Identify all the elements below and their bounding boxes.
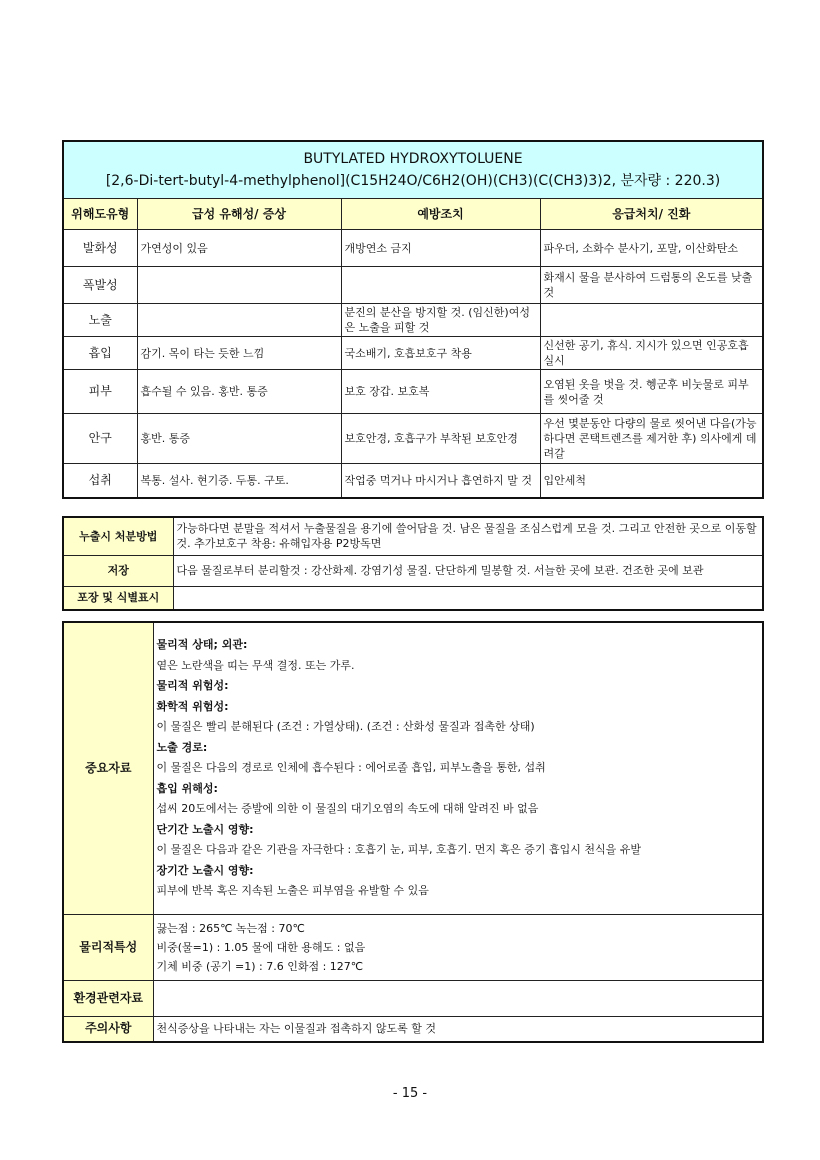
table-row [63, 414, 763, 464]
chemical-title-cell [63, 141, 763, 199]
hazard-table [62, 140, 764, 499]
row-type: 발화성 [63, 230, 137, 267]
header-prevention: 예방조치 [341, 199, 540, 230]
list-item: 비중(물=1) : 1.05 물에 대한 용해도 : 없음 [156, 940, 366, 954]
list-item: 피부에 반복 혹은 지속된 노출은 피부염을 유발할 수 있음 [156, 884, 429, 897]
storage-value: 다음 물질로부터 분리할것 : 강산화제. 강염기성 물질. 단단하게 밀봉할 것. 서늘한 곳에 보관. 건조한 곳에 보관 [173, 555, 763, 586]
table-row [63, 304, 763, 337]
row-type: 섭취 [63, 464, 137, 498]
list-item: 옅은 노란색을 띠는 무색 결정. 또는 가루. [156, 658, 355, 672]
list-item: 물리적 상태; 외관: [156, 638, 248, 651]
important-data-content [153, 622, 763, 914]
list-item: 노출 경로: [156, 740, 208, 754]
row-acute [137, 304, 341, 337]
page-number: - 15 - [392, 1086, 428, 1101]
caution-label: 주의사항 [63, 1016, 153, 1042]
table-row [63, 370, 763, 414]
table-row [63, 464, 763, 498]
row-firstaid: 오염된 옷을 벗을 것. 헹군후 비눗물로 피부를 씻어줄 것 [540, 370, 763, 414]
chemical-formula: [2,6-Di-tert-butyl-4-methylphenol](C15H24O/C6H2(OH)(CH3)(C(CH3)3)2, 분자량 : 220.3) [105, 173, 721, 189]
table-row [63, 555, 763, 586]
list-item: 흡입 위해성: [156, 781, 218, 795]
table-row [63, 517, 763, 555]
row-acute: 가연성이 있음 [137, 230, 341, 267]
row-acute: 복통. 설사. 현기증. 두통. 구토. [137, 464, 341, 498]
row-type: 피부 [63, 370, 137, 414]
row-firstaid: 화재시 물을 분사하여 드럼통의 온도를 낮출 것 [540, 267, 763, 304]
list-item: 이 물질은 다음의 경로로 인체에 흡수된다 : 에어로졸 흡입, 피부노출을 통한, 섭취 [156, 761, 546, 774]
header-first-aid: 응급처치/ 진화 [540, 199, 763, 230]
physical-properties-label: 물리적특성 [63, 914, 153, 980]
chemical-name: BUTYLATED HYDROXYTOLUENE [303, 151, 523, 167]
row-acute: 감기. 목이 타는 듯한 느낌 [137, 337, 341, 370]
environment-data-label: 환경관련자료 [63, 980, 153, 1016]
row-firstaid: 입안세척 [540, 464, 763, 498]
row-prevention: 개방연소 금지 [341, 230, 540, 267]
table-row [63, 337, 763, 370]
important-data-label: 중요자료 [63, 622, 153, 914]
row-firstaid: 신선한 공기, 휴식. 지시가 있으면 인공호흡 실시 [540, 337, 763, 370]
list-item: 화학적 위험성: [156, 699, 229, 713]
header-acute-symptoms: 급성 유해성/ 증상 [137, 199, 341, 230]
table-row [63, 980, 763, 1016]
row-prevention: 보호안경, 호흡구가 부착된 보호안경 [341, 414, 540, 464]
row-type: 흡입 [63, 337, 137, 370]
row-prevention: 작업중 먹거나 마시거나 흡연하지 말 것 [341, 464, 540, 498]
table-row [63, 586, 763, 610]
list-item: 단기간 노출시 영향: [156, 822, 254, 836]
row-prevention: 국소배기, 호흡보호구 착용 [341, 337, 540, 370]
list-item: 기체 비중 (공기 =1) : 7.6 인화점 : 127℃ [156, 959, 364, 973]
physical-properties-content [153, 914, 763, 980]
table-row [63, 267, 763, 304]
list-item: 섭씨 20도에서는 증발에 의한 이 물질의 대기오염의 속도에 대해 알려진 바 없음 [156, 802, 539, 815]
list-item: 이 물질은 빨리 분해된다 (조건 : 가열상태). (조건 : 산화성 물질과 접촉한 상태) [156, 720, 535, 733]
row-firstaid: 우선 몇분동안 다량의 물로 씻어낸 다음(가능하다면 콘택트렌즈를 제거한 후) 의사에게 데려갈 [540, 414, 763, 464]
row-acute [137, 267, 341, 304]
list-item: 끓는점 : 265℃ 녹는점 : 70℃ [156, 921, 305, 935]
list-item: 물리적 위험성: [156, 679, 229, 692]
list-item: 장기간 노출시 영향: [156, 863, 254, 877]
row-type: 노출 [63, 304, 137, 337]
table-row [63, 622, 763, 914]
row-prevention: 보호 장갑. 보호복 [341, 370, 540, 414]
storage-label: 저장 [63, 555, 173, 586]
row-firstaid [540, 304, 763, 337]
environment-data-value [153, 980, 763, 1016]
handling-table [62, 516, 764, 611]
caution-value: 천식증상을 나타내는 자는 이물질과 접촉하지 않도록 할 것 [153, 1016, 763, 1042]
spill-disposal-label: 누출시 처분방법 [63, 517, 173, 555]
hazard-header-row [63, 199, 763, 230]
table-row [63, 914, 763, 980]
row-firstaid: 파우더, 소화수 분사기, 포말, 이산화탄소 [540, 230, 763, 267]
row-type: 폭발성 [63, 267, 137, 304]
row-acute: 흡수될 수 있음. 홍반. 통증 [137, 370, 341, 414]
packaging-value [173, 586, 763, 610]
spill-disposal-value: 가능하다면 분말을 적셔서 누출물질을 용기에 쓸어담을 것. 남은 물질을 조심스럽게 모을 것. 그리고 안전한 곳으로 이동할 것. 추가보호구 착용: 유해입자용 P2방독면 [173, 517, 763, 555]
row-acute: 홍반. 통증 [137, 414, 341, 464]
table-row [63, 230, 763, 267]
table-row [63, 1016, 763, 1042]
important-data-table [62, 621, 764, 1043]
header-hazard-type: 위해도유형 [63, 199, 137, 230]
row-type: 안구 [63, 414, 137, 464]
row-prevention: 분진의 분산을 방지할 것. (임신한)여성은 노출을 피할 것 [341, 304, 540, 337]
list-item: 이 물질은 다음과 같은 기관을 자극한다 : 호흡기 눈, 피부, 호흡기. 먼지 혹은 증기 흡입시 천식을 유발 [156, 843, 642, 856]
row-prevention [341, 267, 540, 304]
packaging-label: 포장 및 식별표시 [63, 586, 173, 610]
